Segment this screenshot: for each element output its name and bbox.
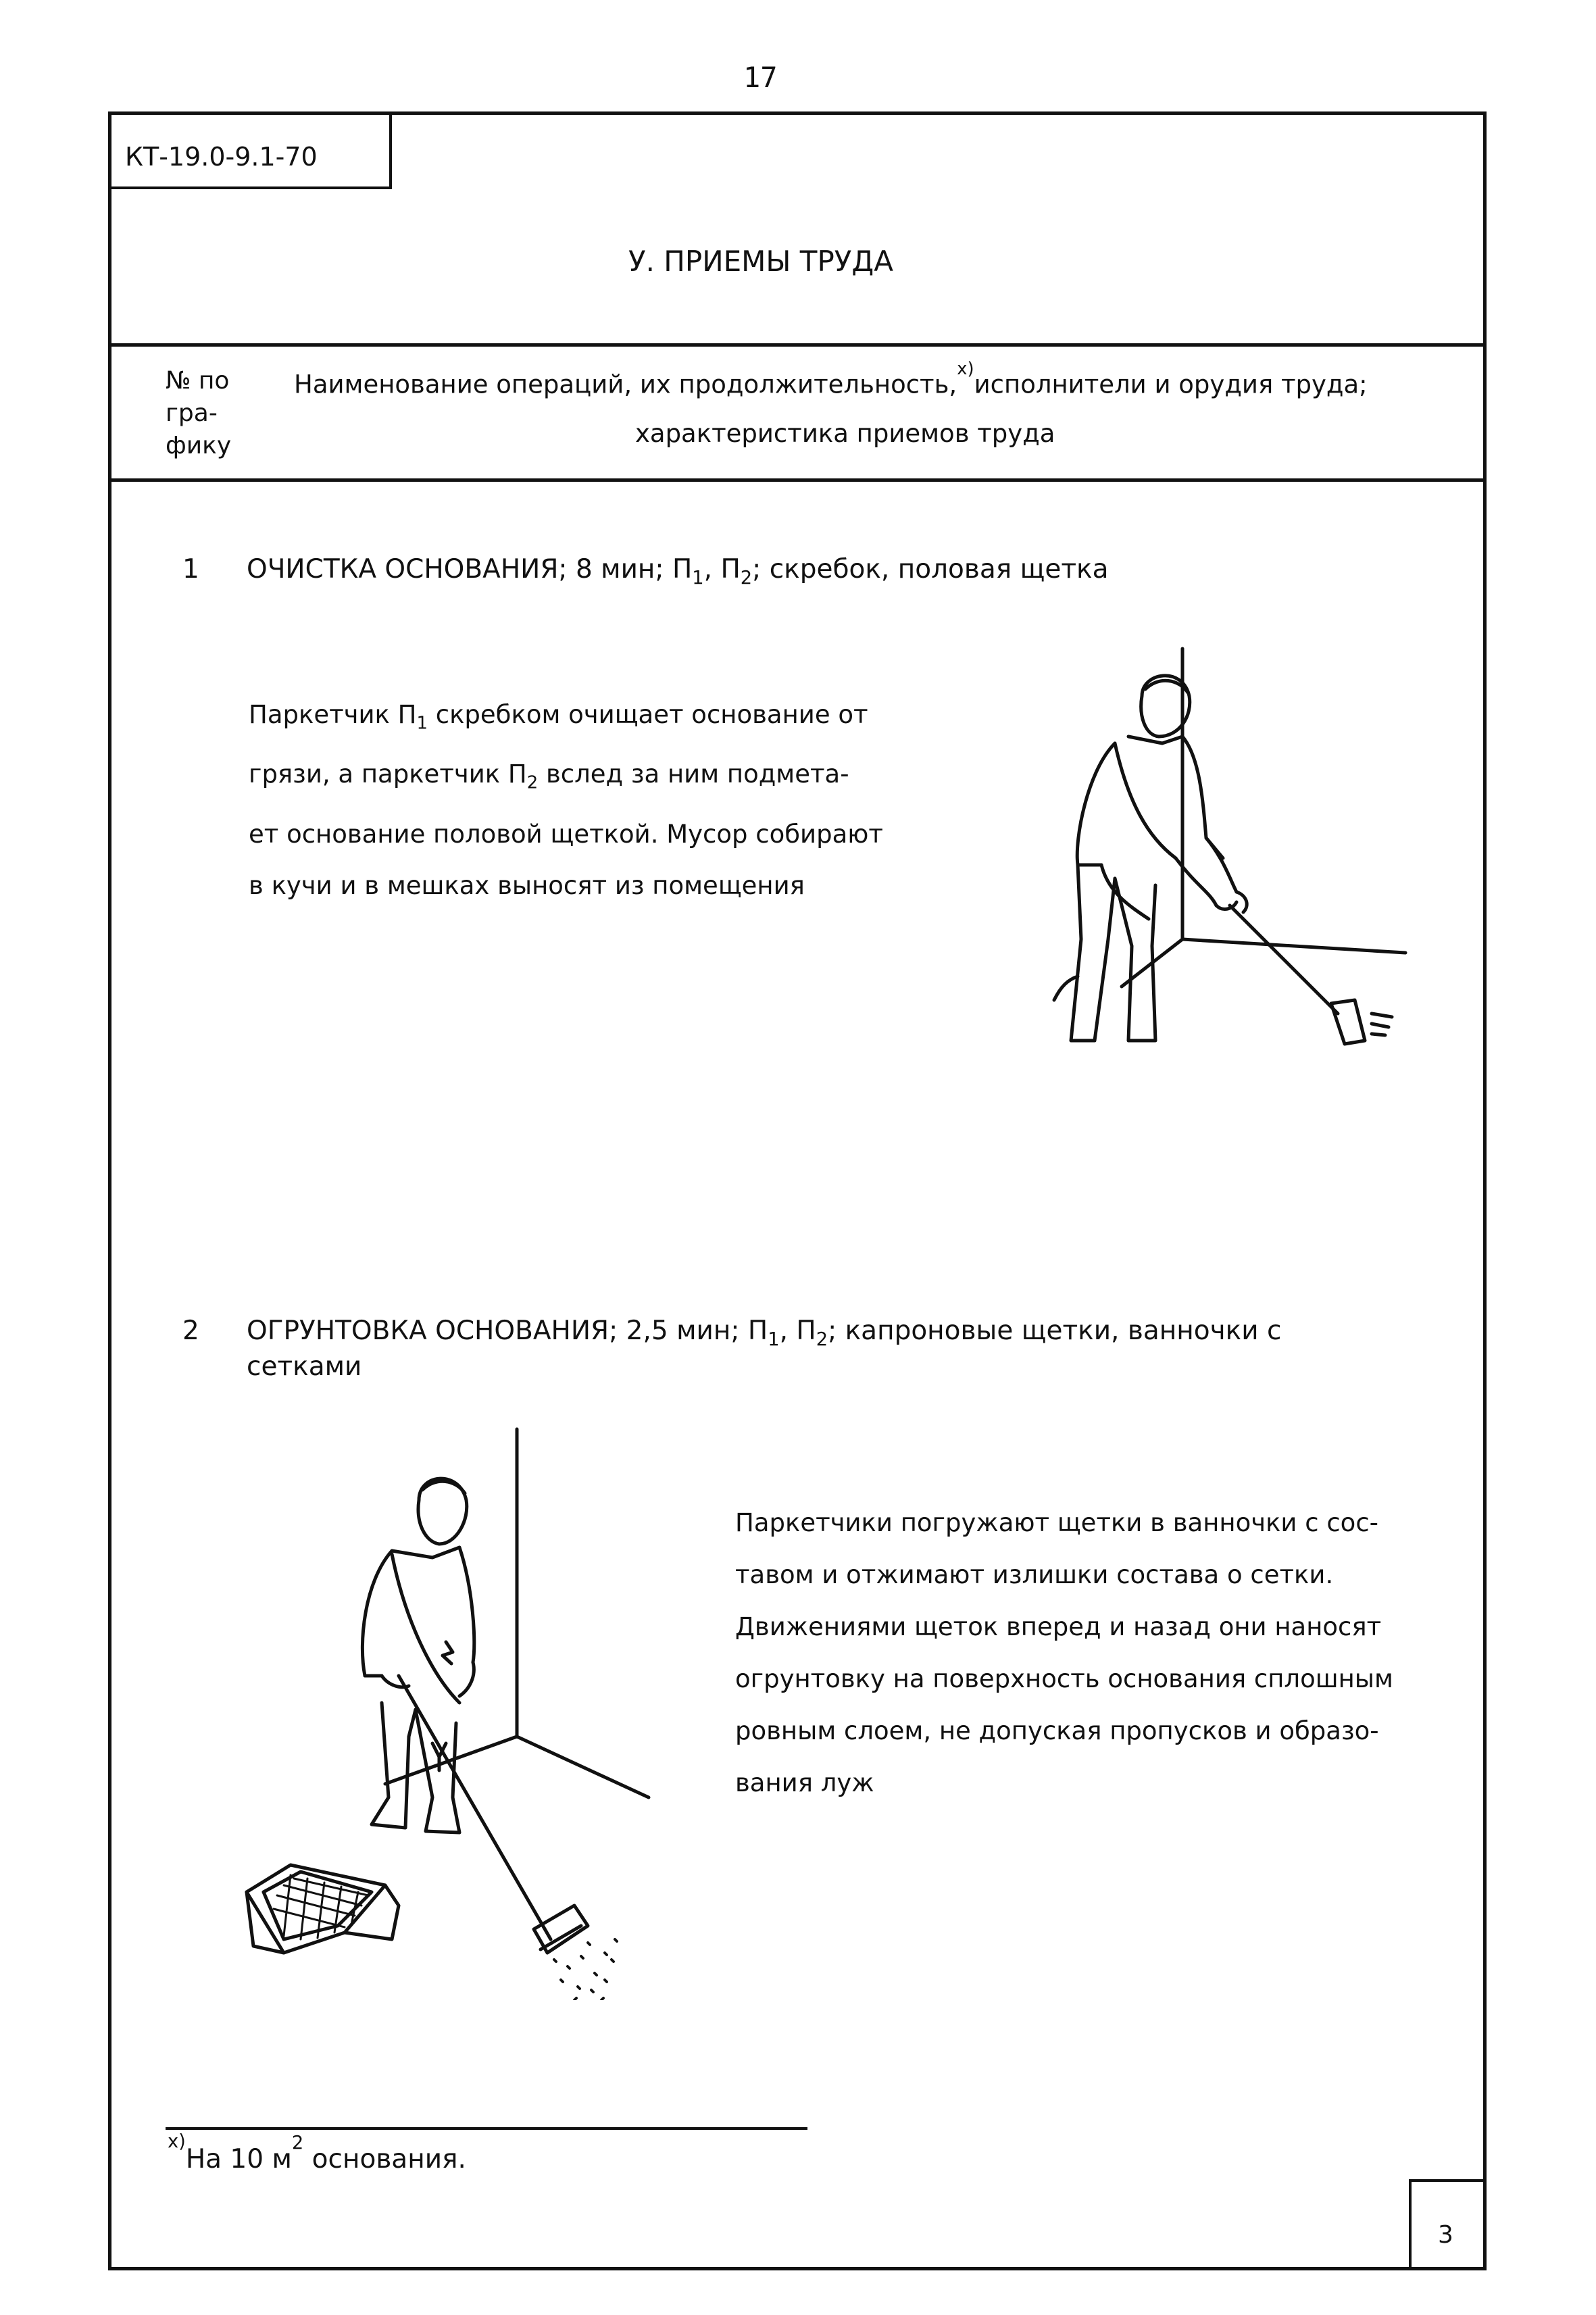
section-title: У. ПРИЕМЫ ТРУДА [628, 245, 893, 278]
header-col-number: № по гра- фику [166, 367, 232, 459]
operation-1-title: ОЧИСТКА ОСНОВАНИЯ; 8 мин; $П_1$, $П_2$; скребок, половая щетка [247, 554, 1109, 589]
doc-code: КТ-19.0-9.1-70 [125, 142, 318, 172]
operation-1-number: 1 [182, 554, 199, 584]
figure-worker-scraping [1014, 635, 1432, 1068]
operation-2-number: 2 [182, 1316, 199, 1346]
operation-2-title-line2: сетками [247, 1351, 362, 1382]
operation-1-description: Паркетчик $П_1$ скребком очищает основание от грязи, а паркетчик $П_2$ вслед за ним подмета- ет основание половой щеткой. Мусор собирают в кучи и в мешках выносят из помещения [249, 700, 883, 900]
footnote-rule [166, 2127, 807, 2130]
operation-2-description: Паркетчики погружают щетки в ванночки с сос- тавом и отжимают излишки состава о сетки. Движениями щеток вперед и назад они наносят огрунтовку на поверхность основания сплошным ровным слоем, не допуская пропусков и образо- вания луж [735, 1508, 1393, 1797]
table-header-top-rule [108, 343, 1487, 347]
header-col-description-line2: характеристика приемов труда [635, 419, 1055, 448]
page-number: 17 [743, 61, 778, 94]
figure-worker-priming [236, 1419, 682, 2000]
corner-number: 3 [1438, 2221, 1453, 2249]
operation-2-title: ОГРУНТОВКА ОСНОВАНИЯ; 2,5 мин; $П_1$, $П_2$; капроновые щетки, ванночки с [247, 1316, 1282, 1350]
header-col-description-line1: Наименование операций, их продолжительность,$^{х)}$исполнители и орудия труда; [294, 359, 1368, 399]
table-header-bottom-rule [108, 478, 1487, 482]
footnote: $^{х)}$На 10 $м^2$ основания. [168, 2131, 466, 2174]
